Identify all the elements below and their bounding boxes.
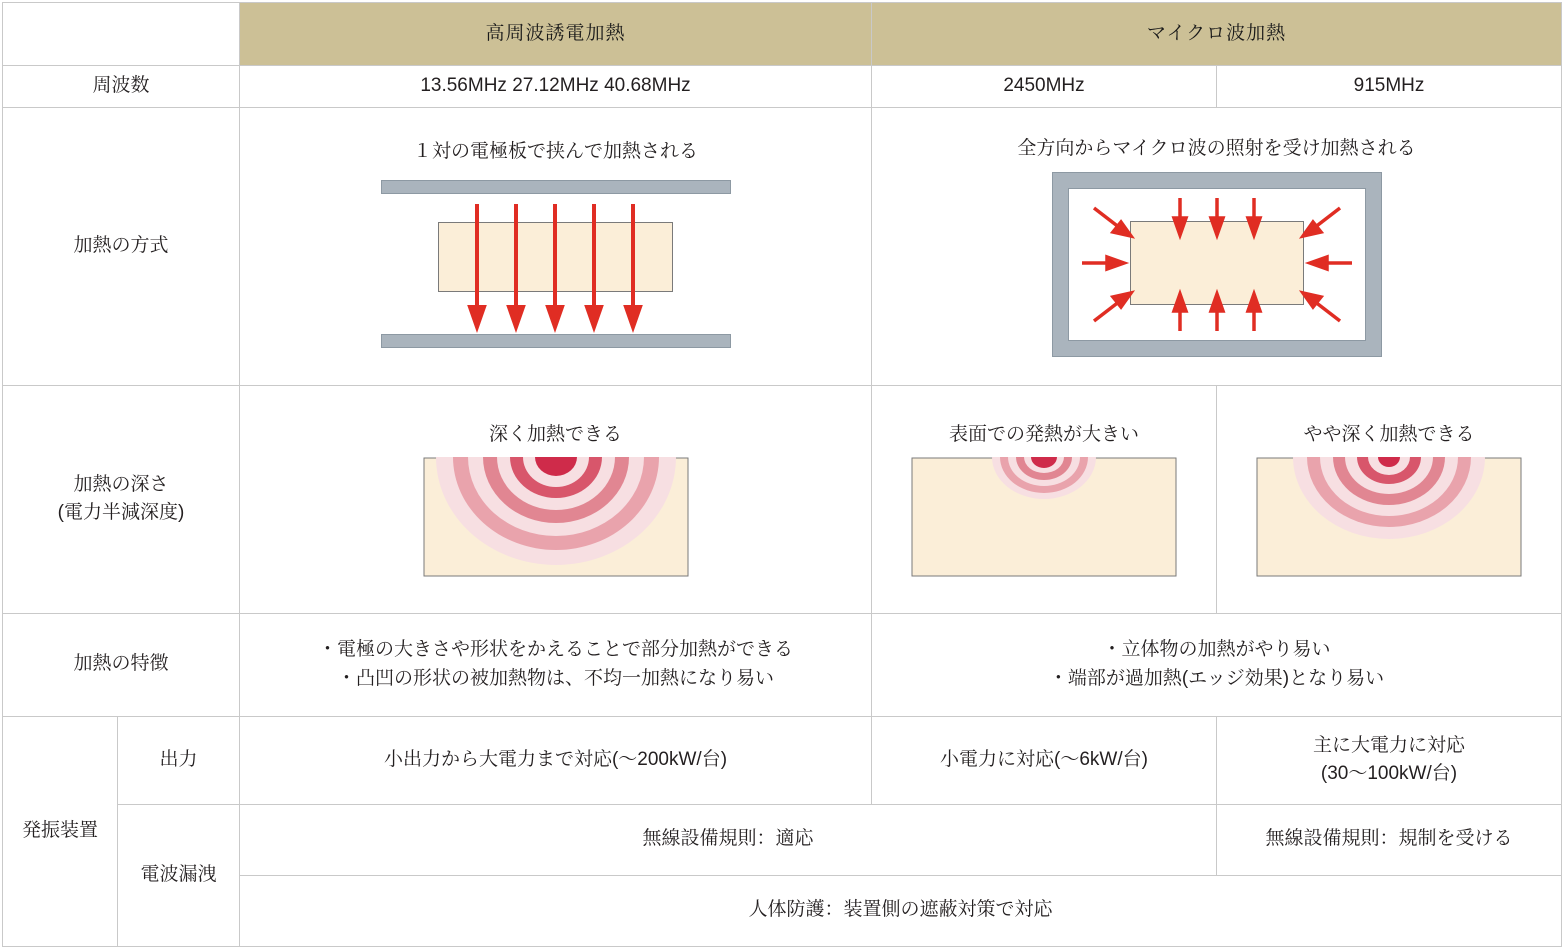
heating-depth-rf [240,385,872,613]
mw-field-arrows-icon [1052,172,1382,357]
mw915-depth-figure-wrap [1225,457,1553,577]
comparison-table [2,2,1562,947]
rf-heating-figure-wrap [248,174,863,354]
heating-method-rf [240,107,872,385]
heating-depth-mw-2450 [872,385,1217,613]
mw915-depth-figure [1256,457,1522,577]
heating-depth-mw-2450-caption: 表面での発熱が大きい [948,423,1139,445]
leakage-rule-right: 無線設備規則：規制を受ける [1217,804,1562,875]
row-features [3,613,1562,716]
heating-method-mw [872,107,1562,385]
header-blank [3,3,240,66]
mw2450-depth-figure-wrap [880,457,1208,577]
row-label-oscillator: 発振装置 [3,716,118,946]
row-oscillator-leakage-rule [3,804,1562,875]
frequency-rf: 13.56MHz 27.12MHz 40.68MHz [240,66,872,108]
rf-depth-figure [423,457,689,577]
frequency-mw-2450: 2450MHz [872,66,1217,108]
header-rf: 高周波誘電加熱 [240,3,872,66]
features-mw-line2: ・端部が過加熱(エッジ効果)となり易い [1048,667,1385,689]
row-label-leakage: 電波漏洩 [118,804,240,946]
row-heating-method [3,107,1562,385]
row-label-heating-method: 加熱の方式 [3,107,240,385]
heating-depth-rf-caption: 深く加熱できる [488,423,622,445]
row-heating-depth [3,385,1562,613]
leakage-rule-left: 無線設備規則：適応 [240,804,1217,875]
leakage-protection: 人体防護：装置側の遮蔽対策で対応 [240,875,1562,946]
features-rf [240,613,872,716]
row-label-features: 加熱の特徴 [3,613,240,716]
heating-depth-mw-915 [1217,385,1562,613]
table-header-row [3,3,1562,66]
rf-heating-figure [381,174,731,354]
row-label-frequency: 周波数 [3,66,240,108]
row-oscillator-output [3,716,1562,804]
row-label-heating-depth [3,385,240,613]
row-label-output: 出力 [118,716,240,804]
mw2450-depth-figure [911,457,1177,577]
row-label-heating-depth-line2: (電力半減深度) [57,502,185,523]
features-rf-line1: ・電極の大きさや形状をかえることで部分加熱ができる [317,639,793,660]
features-rf-line2: ・凸凹の形状の被加熱物は、不均一加熱になり易い [336,667,774,689]
mw-heating-figure [1052,172,1382,357]
features-mw [872,613,1562,716]
output-rf: 小出力から大電力まで対応(〜200kW/台) [240,716,872,804]
row-frequency [3,66,1562,108]
rf-depth-figure-wrap [248,457,863,577]
features-mw-line1: ・立体物の加熱がやり易い [1102,639,1331,660]
heating-depth-mw-915-caption: やや深く加熱できる [1303,423,1475,445]
output-mw-915 [1217,716,1562,804]
rf-field-arrows-icon [381,174,731,354]
mw-heating-figure-wrap [880,172,1553,357]
row-label-heating-depth-line1: 加熱の深さ [73,473,169,495]
output-mw-2450: 小電力に対応(〜6kW/台) [872,716,1217,804]
heating-method-mw-caption: 全方向からマイクロ波の照射を受け加熱される [1017,138,1416,160]
output-mw-915-line1: 主に大電力に対応 [1312,734,1465,756]
header-microwave: マイクロ波加熱 [872,3,1562,66]
frequency-mw-915: 915MHz [1217,66,1562,108]
output-mw-915-line2: (30〜100kW/台) [1320,763,1458,784]
heating-method-rf-caption: １対の電極板で挟んで加熱される [412,140,698,162]
